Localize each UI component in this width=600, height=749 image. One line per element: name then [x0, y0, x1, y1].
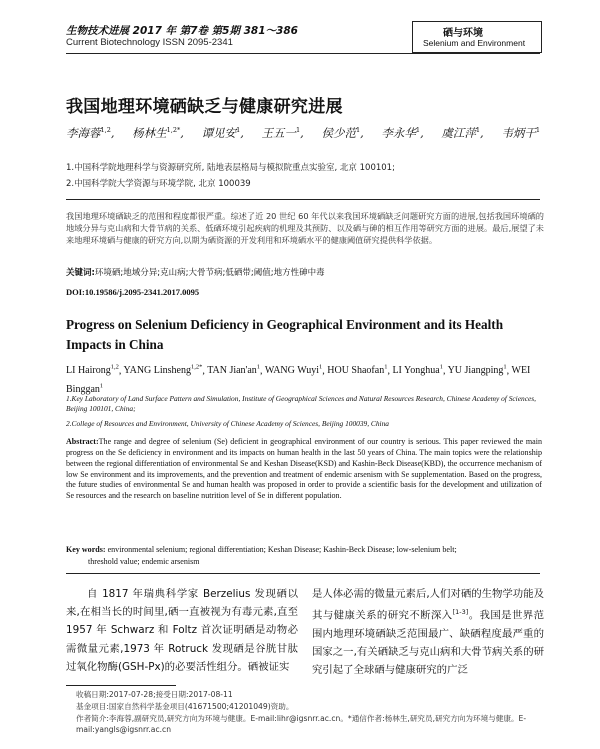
author-zh: 谭见安$^1$: [201, 125, 241, 140]
author-zh: 王五一$^1$: [261, 125, 301, 140]
keywords-zh: 关键词:环境硒;地域分异;克山病;大骨节病;低硒带;阈值;地方性砷中毒: [66, 268, 325, 278]
authors-zh: 李海蓉$^{1,2}$, 杨林生$^{1,2*}$, 谭见安$^1$, 王五一$^1$, 侯少范$^1$, 李永华$^1$, 虞江萍$^1$, 韦炳干$^1$: [66, 125, 540, 140]
affiliation-zh-2: 2.中国科学院大学资源与环境学院, 北京 100039: [66, 179, 251, 189]
author-zh: 李永华$^1$: [381, 125, 421, 140]
author-en: TAN $Jian'an^1$: [207, 364, 261, 377]
doi: DOI:10.19586/j.2095-2341.2017.0095: [66, 287, 200, 297]
paper-title-zh: 我国地理环境硒缺乏与健康研究进展: [66, 97, 343, 117]
author-zh: 侯少范$^1$: [321, 125, 361, 140]
footnote-rule: [66, 685, 176, 686]
authors-en: LI Hairong$^{1,2}$, YANG Linsheng$^{1,2*}$, TAN $Jian'an^1$, WANG Wuyi$^1$, HOU Shaofan$^1$, LI Yonghua$^1$, YU Jiangping$^1$, WEI Binggan$^1$: [66, 364, 531, 395]
journal-header-en: Current Biotechnology ISSN 2095-2341: [66, 37, 233, 48]
paper-title-en: Progress on Selenium Deficiency in Geographical Environment and its Health Impacts in China: [66, 317, 504, 352]
abstract-en: Abstract:The range and degree of selenium (Se) deficient in geographical environment of our country is serious. This paper reviewed the main progress on the Se deficiency in environment and its impacts on human health in the last 50 years of China. The main topics were the relationship between the regional differentiation of environmental Se and Keshan Disease(KSD) and Kashin-Beck Disease(KBD), the occurrence mechanism of low Se environment and its improvements, and the prevention and treatment of endemic arsenism with Se supplementation. Based on the progress, the future studies of environmental Se and human health was proposed in order to provide a scientific basis for the development and utilization of Se resources and the research on baseline nutrition level of Se in different population.: [66, 437, 543, 501]
author-en: HOU Shaofan$^1$: [327, 364, 388, 377]
abstract-end-rule: [66, 573, 540, 574]
author-zh: 虞江萍$^1$: [441, 125, 481, 140]
affiliation-zh-1: 1.中国科学院地理科学与资源研究所, 陆地表层格局与模拟院重点实验室, 北京 100101;: [66, 163, 395, 173]
footnote-received: 收稿日期:2017-07-28;接受日期:2017-08-11: [76, 690, 233, 699]
column-label-zh: 硒与环境: [443, 28, 483, 39]
author-en: LI Hairong$^{1,2}$: [66, 364, 119, 377]
section-rule: [66, 199, 540, 200]
keywords-en: Key words: environmental selenium; regional differentiation; Keshan Disease; Kashin-Beck Disease; low-selenium belt; threshold value; endemic arsenism: [66, 545, 457, 566]
header-rule: [66, 53, 540, 54]
column-label-en: Selenium and Environment: [423, 38, 526, 48]
column-label-box: [412, 21, 542, 53]
author-en: WEI Binggan$^1$: [66, 365, 531, 395]
author-en: LI Yonghua$^1$: [392, 364, 443, 377]
journal-header: 生物技术进展 2017 年 第7卷 第5期 381～386: [66, 25, 298, 37]
affiliation-en-2: 2.College of Resources and Environment, University of Chinese Academy of Sciences, Beijing 100039, China: [66, 419, 390, 428]
abstract-zh: 我国地理环境硒缺乏的范围和程度都很严重。综述了近 20 世纪 60 年代以来我国环境硒缺乏问题研究方面的进展,包括我国环境硒的地域分异与克山病和大骨节病的关系、低硒环境引起疾病的机理及其预防、以及硒与砷的相互作用等研究方面的进展。最后,展望了未来地理环境硒与健康的研究方向,以期为硒资源的开发利用和环境硒水平的健康阈值研究提供科学依据。: [66, 211, 544, 246]
footnote-funding: 基金项目:国家自然科学基金项目(41671500;41201049)资助。: [76, 702, 294, 711]
author-en: YU Jiangping$^1$: [447, 364, 507, 377]
author-en: YANG Linsheng$^{1,2*}$: [123, 364, 203, 377]
author-zh: 韦炳干$^1$: [501, 125, 540, 140]
affiliation-en-1: 1.Key Laboratory of Land Surface Pattern and Simulation, Institute of Geographical Sciences and Natural Resources Research, Chinese Academy of Sciences, Beijing 100101, China;: [66, 394, 536, 413]
footnote-author: 作者简介:李海蓉,副研究员,研究方向为环境与健康。E-mail:lihr@igsnrr.ac.cn。*通信作者:杨林生,研究员,研究方向为环境与健康。E-mail:yangls@igsnrr.ac.cn: [76, 714, 527, 734]
citation-ref: [1-3]: [452, 608, 469, 617]
author-en: WANG Wuyi$^1$: [264, 364, 323, 377]
author-zh: 李海蓉$^{1,2}$: [66, 125, 111, 140]
author-zh: 杨林生$^{1,2*}$: [132, 125, 181, 140]
body-column-right: 是人体必需的微量元素后,人们对硒的生物学功能及其与健康关系的研究不断深入[1-3]。我国是世界范围内地理环境硒缺乏范围最广、缺硒程度最严重的国家之一,有关硒缺乏与克山病和大骨节病关系的研究引起了全球硒与健康研究的广泛: [312, 588, 545, 677]
body-column-left: 自 1817 年瑞典科学家 Berzelius 发现硒以来,在相当长的时间里,硒一直被视为有毒元素,直至 1957 年 Schwarz 和 Foltz 首次证明硒是动物必需微量元素,1973 年 Rotruck 发现硒是谷胱甘肽过氧化物酶(GSH-Px)的必要活性组分。硒被证实: [66, 588, 298, 673]
